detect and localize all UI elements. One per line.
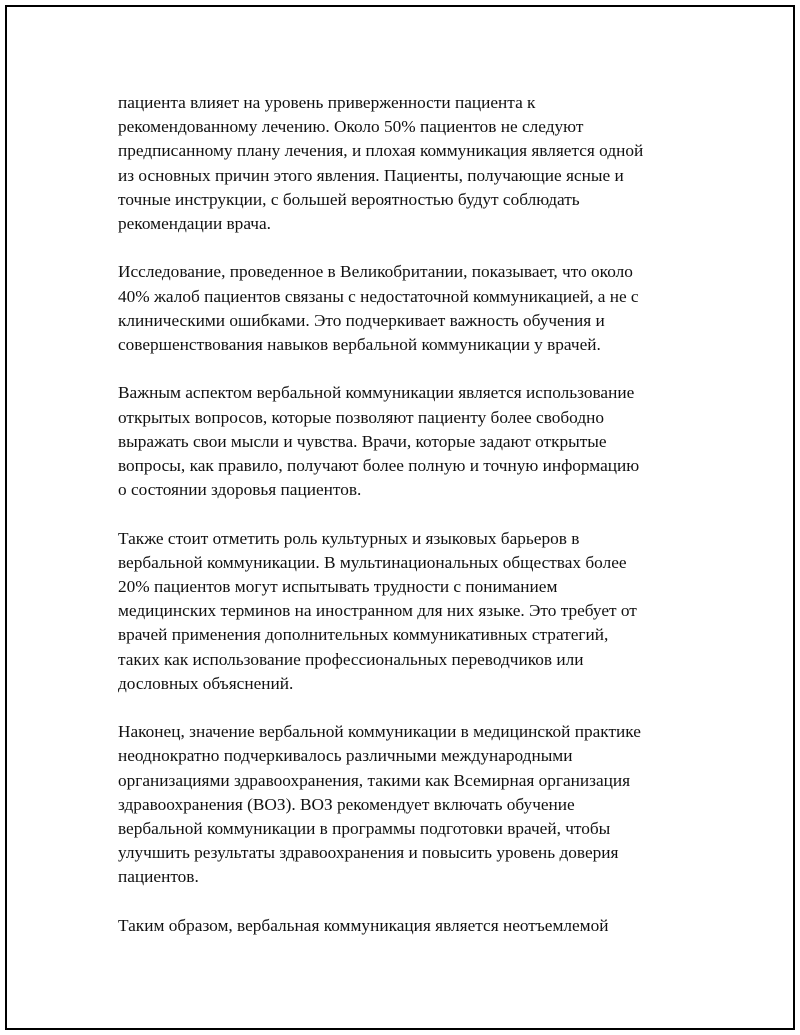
text-line: Также стоит отметить роль культурных и языковых барьеров в [118, 528, 580, 548]
text-line: о состоянии здоровья пациентов. [118, 480, 362, 500]
text-line: клиническими ошибками. Это подчеркивает важность обучения и [118, 310, 605, 330]
paragraph-3 [118, 381, 718, 502]
text-line: Исследование, проведенное в Великобритании, показывает, что около [118, 262, 633, 282]
text-line: врачей применения дополнительных коммуникативных стратегий, [118, 625, 609, 645]
paragraph-5 [118, 720, 718, 889]
document-body [118, 91, 718, 962]
paragraph-4 [118, 527, 718, 696]
text-line: рекомендации врача. [118, 214, 271, 234]
text-line: неоднократно подчеркивалось различными международными [118, 746, 573, 766]
text-line: Таким образом, вербальная коммуникация является неотъемлемой [118, 915, 609, 935]
text-line: пациентов. [118, 867, 199, 887]
paragraph-1 [118, 91, 718, 236]
text-line: 40% жалоб пациентов связаны с недостаточной коммуникацией, а не с [118, 286, 639, 306]
text-line: вербальной коммуникации в программы подготовки врачей, чтобы [118, 819, 611, 839]
paragraph-6 [118, 914, 718, 938]
text-line: вербальной коммуникации. В мультинациональных обществах более [118, 552, 627, 572]
text-line: 20% пациентов могут испытывать трудности с пониманием [118, 577, 558, 597]
paragraph-2 [118, 260, 718, 357]
text-line: вопросы, как правило, получают более полную и точную информацию [118, 456, 640, 476]
text-line: совершенствования навыков вербальной коммуникации у врачей. [118, 335, 601, 355]
text-line: рекомендованному лечению. Около 50% пациентов не следуют [118, 117, 584, 137]
text-line: Важным аспектом вербальной коммуникации является использование [118, 383, 635, 403]
text-line: таких как использование профессиональных переводчиков или [118, 649, 584, 669]
text-line: открытых вопросов, которые позволяют пациенту более свободно [118, 407, 604, 427]
text-line: предписанному плану лечения, и плохая коммуникация является одной [118, 141, 644, 161]
text-line: Наконец, значение вербальной коммуникации в медицинской практике [118, 722, 641, 742]
text-line: дословных объяснений. [118, 673, 294, 693]
text-line: улучшить результаты здравоохранения и повысить уровень доверия [118, 843, 619, 863]
text-line: здравоохранения (ВОЗ). ВОЗ рекомендует включать обучение [118, 794, 575, 814]
text-line: точные инструкции, с большей вероятностью будут соблюдать [118, 189, 580, 209]
text-line: медицинских терминов на иностранном для них языке. Это требует от [118, 601, 637, 621]
text-line: организациями здравоохранения, такими как Всемирная организация [118, 770, 631, 790]
text-line: из основных причин этого явления. Пациенты, получающие ясные и [118, 165, 624, 185]
text-line: выражать свои мысли и чувства. Врачи, которые задают открытые [118, 431, 607, 451]
text-line: пациента влияет на уровень приверженности пациента к [118, 93, 536, 112]
